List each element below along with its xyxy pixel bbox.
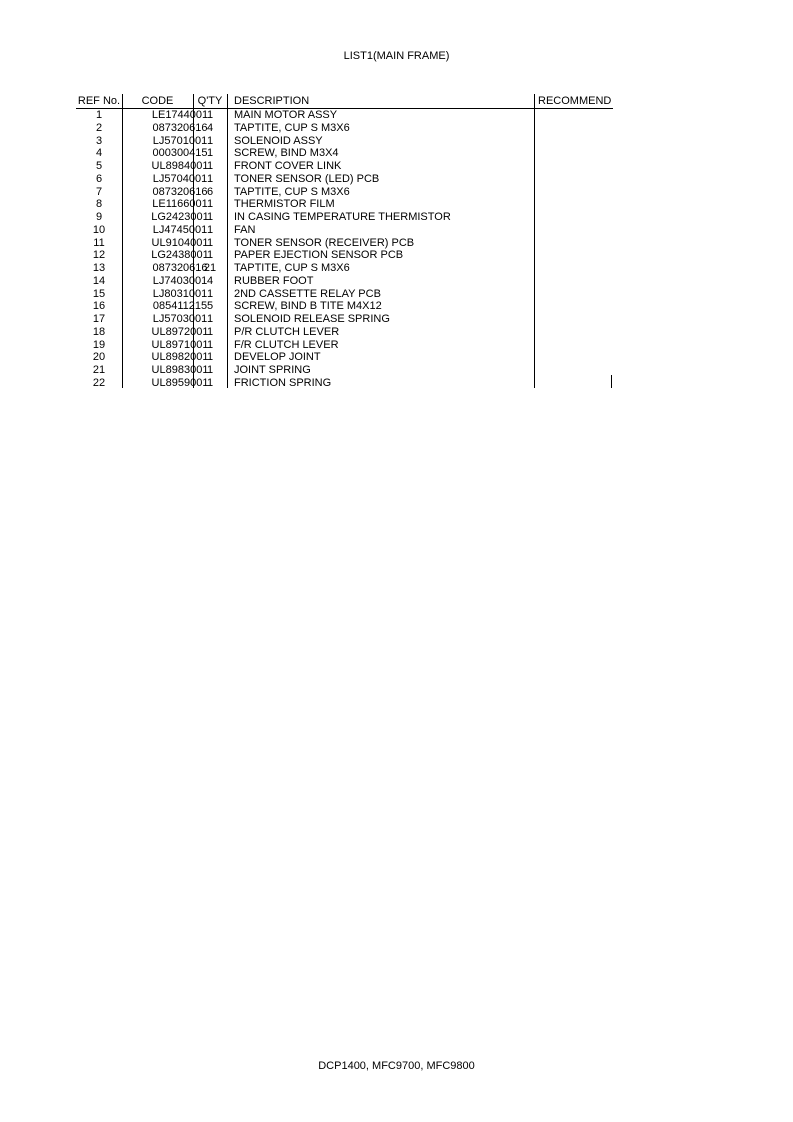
- qty-cell: 1: [206, 211, 214, 223]
- table-row: [76, 339, 613, 352]
- description-cell: IN CASING TEMPERATURE THERMISTOR: [234, 211, 451, 223]
- qty-cell: 1: [206, 109, 214, 121]
- qty-cell: 5: [206, 300, 214, 313]
- description-cell: TAPTITE, CUP S M3X6: [234, 262, 350, 274]
- ref-cell: 6: [95, 172, 103, 185]
- page-title: LIST1(MAIN FRAME): [343, 50, 450, 62]
- header-description: DESCRIPTION: [234, 95, 310, 107]
- code-cell: 087320616: [152, 121, 208, 134]
- table-row: [76, 351, 613, 364]
- table-row: [76, 377, 613, 390]
- code-cell: LG2438001: [151, 249, 209, 262]
- code-cell: 000300415: [152, 147, 208, 160]
- description-cell: FAN: [234, 223, 256, 236]
- description-cell: TONER SENSOR (RECEIVER) PCB: [234, 236, 415, 249]
- recommend-cell: [538, 364, 612, 377]
- qty-cell: 21: [203, 262, 217, 274]
- code-cell: 085411215: [152, 300, 208, 313]
- header-ref-no: REF No.: [77, 95, 121, 107]
- ref-cell: 18: [92, 325, 106, 338]
- table-row: [76, 211, 613, 224]
- code-cell: UL8983001: [151, 364, 209, 376]
- ref-cell: 11: [93, 236, 105, 249]
- table-row: [76, 173, 613, 186]
- description-cell: SOLENOID ASSY: [234, 134, 323, 147]
- qty-cell: 1: [206, 313, 214, 325]
- description-cell: TONER SENSOR (LED) PCB: [234, 172, 380, 185]
- end-marker: [611, 375, 612, 388]
- qty-cell: 1: [206, 236, 214, 249]
- recommend-cell: [538, 339, 612, 352]
- recommend-cell: [538, 300, 612, 313]
- code-cell: 087320616: [152, 185, 208, 198]
- table-row: [76, 109, 613, 122]
- parts-list-table: [76, 94, 613, 390]
- table-row: [76, 249, 613, 262]
- code-cell: LJ7403001: [152, 274, 208, 287]
- ref-cell: 22: [92, 376, 106, 389]
- qty-cell: 4: [206, 121, 214, 134]
- code-cell: LG2423001: [151, 211, 209, 223]
- qty-cell: 6: [206, 185, 214, 198]
- ref-cell: 17: [92, 313, 106, 325]
- ref-cell: 1: [95, 109, 103, 121]
- code-cell: UL8971001: [151, 338, 209, 351]
- table-row: [76, 262, 613, 275]
- table-row: [76, 326, 613, 339]
- recommend-cell: [538, 211, 612, 224]
- qty-cell: 1: [206, 376, 214, 389]
- description-cell: SOLENOID RELEASE SPRING: [234, 313, 390, 325]
- ref-cell: 9: [95, 211, 103, 223]
- ref-cell: 15: [92, 287, 106, 300]
- table-row: [76, 288, 613, 301]
- code-cell: UL8984001: [151, 160, 209, 172]
- code-cell: LJ5701001: [152, 134, 208, 147]
- ref-cell: 7: [95, 185, 103, 198]
- recommend-cell: [538, 275, 612, 288]
- recommend-cell: [538, 288, 612, 301]
- table-header: [76, 94, 613, 109]
- recommend-cell: [538, 198, 612, 211]
- recommend-cell: [538, 147, 612, 160]
- code-cell: UL8959001: [151, 376, 209, 389]
- description-cell: DEVELOP JOINT: [234, 351, 321, 364]
- description-cell: SCREW, BIND M3X4: [234, 147, 339, 160]
- ref-cell: 8: [95, 198, 103, 211]
- qty-cell: 1: [206, 351, 214, 364]
- qty-cell: 1: [206, 249, 214, 262]
- description-cell: RUBBER FOOT: [234, 274, 314, 287]
- recommend-cell: [538, 109, 612, 122]
- ref-cell: 4: [95, 147, 103, 160]
- recommend-cell: [538, 377, 612, 390]
- description-cell: PAPER EJECTION SENSOR PCB: [234, 249, 404, 262]
- table-row: [76, 275, 613, 288]
- description-cell: JOINT SPRING: [234, 364, 311, 376]
- recommend-cell: [538, 186, 612, 199]
- description-cell: SCREW, BIND B TITE M4X12: [234, 300, 382, 313]
- table-row: [76, 237, 613, 250]
- table-row: [76, 224, 613, 237]
- recommend-cell: [538, 173, 612, 186]
- ref-cell: 12: [92, 249, 106, 262]
- recommend-cell: [538, 351, 612, 364]
- ref-cell: 21: [92, 364, 106, 376]
- code-cell: LJ4745001: [152, 223, 208, 236]
- table-row: [76, 186, 613, 199]
- code-cell: LE1744001: [151, 109, 209, 121]
- code-cell: LJ5703001: [152, 313, 208, 325]
- recommend-cell: [538, 122, 612, 135]
- qty-cell: 1: [206, 172, 214, 185]
- ref-cell: 16: [92, 300, 106, 313]
- recommend-cell: [538, 224, 612, 237]
- page-footer: DCP1400, MFC9700, MFC9800: [318, 1060, 475, 1072]
- header-code: CODE: [141, 95, 174, 107]
- description-cell: FRONT COVER LINK: [234, 160, 342, 172]
- table-row: [76, 300, 613, 313]
- recommend-cell: [538, 237, 612, 250]
- description-cell: TAPTITE, CUP S M3X6: [234, 121, 350, 134]
- qty-cell: 1: [206, 134, 214, 147]
- description-cell: P/R CLUTCH LEVER: [234, 325, 340, 338]
- table-row: [76, 364, 613, 377]
- qty-cell: 1: [206, 325, 214, 338]
- ref-cell: 3: [95, 134, 103, 147]
- table-row: [76, 198, 613, 211]
- code-cell: 087320616: [152, 262, 208, 274]
- qty-cell: 1: [206, 287, 214, 300]
- table-row: [76, 313, 613, 326]
- recommend-cell: [538, 313, 612, 326]
- code-cell: UL8972001: [151, 325, 209, 338]
- description-cell: FRICTION SPRING: [234, 376, 332, 389]
- recommend-cell: [538, 160, 612, 173]
- description-cell: 2ND CASSETTE RELAY PCB: [234, 287, 381, 300]
- code-cell: UL8982001: [151, 351, 209, 364]
- qty-cell: 4: [206, 274, 214, 287]
- recommend-cell: [538, 326, 612, 339]
- description-cell: THERMISTOR FILM: [234, 198, 335, 211]
- code-cell: LJ8031001: [152, 287, 208, 300]
- header-qty: Q'TY: [197, 95, 223, 107]
- table-row: [76, 160, 613, 173]
- qty-cell: 1: [206, 198, 214, 211]
- recommend-cell: [538, 249, 612, 262]
- description-cell: TAPTITE, CUP S M3X6: [234, 185, 350, 198]
- code-cell: UL9104001: [151, 236, 209, 249]
- table-body: [76, 109, 613, 390]
- ref-cell: 2: [95, 121, 103, 134]
- qty-cell: 1: [206, 338, 214, 351]
- qty-cell: 1: [206, 364, 214, 376]
- recommend-cell: [538, 135, 612, 148]
- description-cell: MAIN MOTOR ASSY: [234, 109, 338, 121]
- code-cell: LJ5704001: [152, 172, 208, 185]
- table-row: [76, 122, 613, 135]
- ref-cell: 19: [92, 338, 106, 351]
- table-row: [76, 147, 613, 160]
- recommend-cell: [538, 262, 612, 275]
- qty-cell: 1: [206, 223, 214, 236]
- header-recommend: RECOMMEND: [538, 95, 612, 107]
- ref-cell: 13: [92, 262, 106, 274]
- code-cell: LE1166001: [152, 198, 208, 211]
- ref-cell: 10: [92, 223, 106, 236]
- ref-cell: 5: [95, 160, 103, 172]
- table-row: [76, 135, 613, 148]
- qty-cell: 1: [206, 147, 214, 160]
- ref-cell: 20: [92, 351, 106, 364]
- ref-cell: 14: [92, 274, 106, 287]
- qty-cell: 1: [206, 160, 214, 172]
- description-cell: F/R CLUTCH LEVER: [234, 338, 339, 351]
